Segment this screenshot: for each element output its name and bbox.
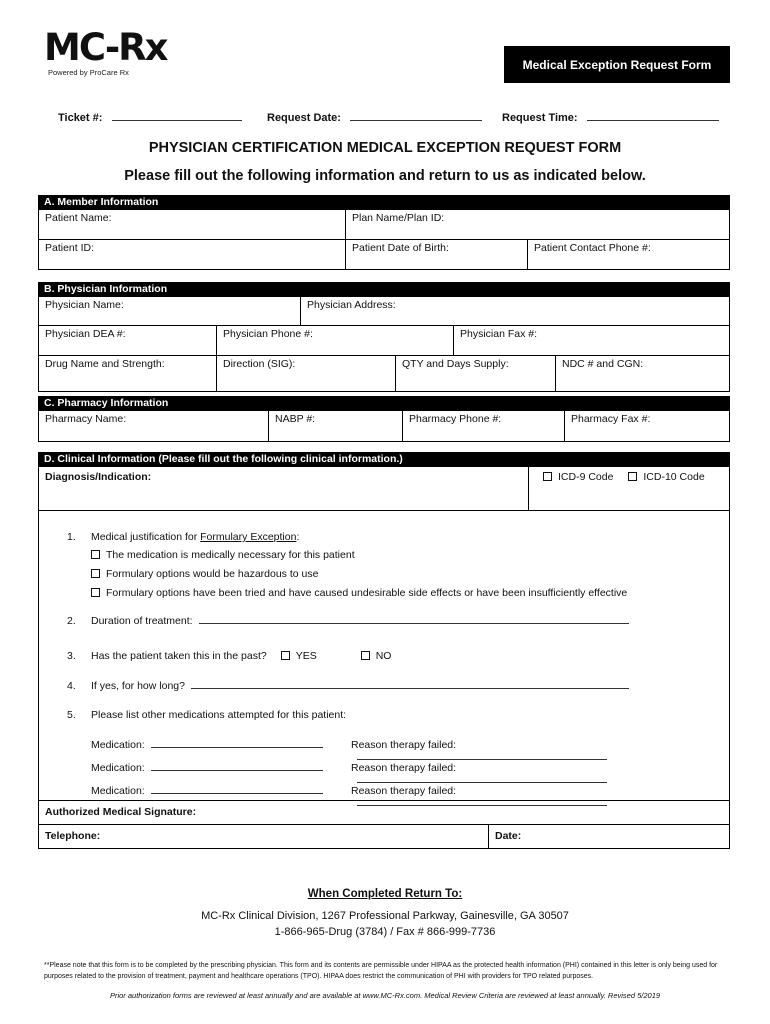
physician-name-field[interactable]: Physician Name:	[39, 297, 301, 325]
qty-days-supply-field[interactable]: QTY and Days Supply:	[396, 356, 556, 391]
q1-option-2-label: Formulary options would be hazardous to use	[106, 568, 319, 580]
patient-name-field[interactable]: Patient Name:	[39, 210, 346, 239]
section-d-header: D. Clinical Information (Please fill out the following clinical information.)	[38, 452, 730, 467]
question-4-text	[91, 680, 629, 692]
physician-phone-field[interactable]: Physician Phone #:	[217, 326, 454, 355]
plan-name-field[interactable]: Plan Name/Plan ID:	[352, 212, 445, 224]
ndc-cgn-field[interactable]: NDC # and CGN:	[562, 358, 644, 370]
logo-tagline: Powered by ProCare Rx	[48, 68, 129, 77]
yes-checkbox[interactable]	[281, 651, 290, 660]
ticket-field[interactable]	[58, 112, 242, 124]
icd-code-options	[529, 467, 729, 510]
q1-formulary-exception: Formulary Exception	[200, 531, 297, 543]
medication-blank[interactable]	[151, 770, 323, 771]
form-title-box: Medical Exception Request Form	[504, 46, 730, 83]
reason-field	[351, 762, 711, 786]
pharmacy-phone-field[interactable]: Pharmacy Phone #:	[403, 411, 565, 441]
authorized-signature-field[interactable]: Authorized Medical Signature:	[45, 806, 197, 818]
no-label: NO	[375, 650, 392, 662]
medication-label: Medication:	[91, 762, 145, 774]
duration-blank[interactable]	[199, 623, 629, 624]
request-time-blank[interactable]	[587, 120, 719, 121]
date-field[interactable]: Date:	[495, 830, 522, 842]
return-contact: 1-866-965-Drug (3784) / Fax # 866-999-7736	[274, 926, 496, 938]
question-number: 1.	[67, 531, 76, 543]
medication-row	[91, 762, 711, 774]
section-a-header: A. Member Information	[38, 195, 730, 210]
q1-option-1-checkbox[interactable]	[91, 550, 100, 559]
q1-option-3-checkbox[interactable]	[91, 588, 100, 597]
question-1-text	[91, 531, 299, 543]
diagnosis-field[interactable]: Diagnosis/Indication:	[39, 467, 529, 510]
question-number: 2.	[67, 615, 76, 627]
drug-name-field[interactable]: Drug Name and Strength:	[39, 356, 217, 391]
return-address: MC-Rx Clinical Division, 1267 Professional Parkway, Gainesville, GA 30507	[201, 910, 569, 922]
icd10-label: ICD-10 Code	[643, 471, 705, 483]
ticket-label: Ticket #:	[58, 112, 103, 124]
physician-fax-field[interactable]: Physician Fax #:	[460, 328, 538, 340]
patient-dob-field[interactable]: Patient Date of Birth:	[346, 240, 528, 269]
hipaa-note: **Please note that this form is to be completed by the prescribing physician. This form and its contents are permissible under HIPAA as the protected health information (PHI) contained in this letter is only being used for purposes related to the provision of treatment, payment and healthcare operations (TPO). HIPAA does restrict the communication of PHI with providers for TPO related purposes.	[44, 962, 718, 980]
ticket-blank[interactable]	[112, 120, 242, 121]
icd9-label: ICD-9 Code	[558, 471, 614, 483]
physician-address-field[interactable]: Physician Address:	[307, 299, 396, 311]
q1-text: Medical justification for	[91, 531, 201, 543]
medication-row	[91, 739, 711, 751]
request-form	[38, 195, 730, 849]
instruction-text: Please fill out the following information and return to us as indicated below.	[124, 168, 646, 184]
how-long-blank[interactable]	[191, 688, 629, 689]
physician-dea-field[interactable]: Physician DEA #:	[39, 326, 217, 355]
q1-option-1-label: The medication is medically necessary for this patient	[106, 549, 355, 561]
request-time-field[interactable]	[502, 112, 719, 124]
q1-option-3-label: Formulary options have been tried and have caused undesirable side effects or have been insufficiently effective	[106, 587, 628, 599]
section-b-header: B. Physician Information	[38, 282, 730, 297]
request-date-field[interactable]	[267, 112, 482, 124]
reason-blank[interactable]	[357, 805, 607, 806]
medication-blank[interactable]	[151, 793, 323, 794]
q1-option-1[interactable]	[91, 549, 355, 561]
pharmacy-fax-field[interactable]: Pharmacy Fax #:	[571, 413, 651, 425]
reason-blank[interactable]	[357, 759, 607, 760]
nabp-field[interactable]: NABP #:	[269, 411, 403, 441]
icd10-checkbox[interactable]	[628, 472, 637, 481]
logo-text: MC-Rx	[44, 26, 167, 69]
page-title: PHYSICIAN CERTIFICATION MEDICAL EXCEPTION REQUEST FORM	[148, 140, 622, 156]
q3-label: Has the patient taken this in the past?	[91, 650, 267, 662]
q1-colon: :	[296, 531, 300, 543]
reason-field	[351, 739, 711, 763]
return-to-heading: When Completed Return To:	[307, 888, 463, 900]
patient-contact-phone-field[interactable]: Patient Contact Phone #:	[534, 242, 651, 254]
no-checkbox[interactable]	[361, 651, 370, 660]
q4-label: If yes, for how long?	[91, 680, 185, 692]
patient-id-field[interactable]: Patient ID:	[39, 240, 346, 269]
request-date-blank[interactable]	[350, 120, 482, 121]
telephone-field[interactable]: Telephone:	[39, 825, 489, 848]
medication-row	[91, 785, 711, 797]
question-5-text: Please list other medications attempted for this patient:	[91, 709, 347, 721]
question-2-text	[91, 615, 629, 627]
q2-label: Duration of treatment:	[91, 615, 193, 627]
q1-option-3[interactable]	[91, 587, 627, 599]
question-3-text	[91, 650, 391, 662]
question-number: 3.	[67, 650, 76, 662]
reason-blank[interactable]	[357, 782, 607, 783]
yes-label: YES	[295, 650, 317, 662]
question-number: 5.	[67, 709, 76, 721]
request-date-label: Request Date:	[267, 112, 341, 124]
direction-sig-field[interactable]: Direction (SIG):	[217, 356, 396, 391]
mc-rx-logo	[44, 28, 184, 80]
revision-note: Prior authorization forms are reviewed at least annually and are available at www.MC-Rx.com. Medical Review Criteria are reviewed at least annually. Revised 5/2019	[109, 991, 661, 1000]
question-number: 4.	[67, 680, 76, 692]
q1-option-2-checkbox[interactable]	[91, 569, 100, 578]
clinical-questions	[38, 511, 730, 801]
medication-label: Medication:	[91, 785, 145, 797]
q1-option-2[interactable]	[91, 568, 318, 580]
medication-label: Medication:	[91, 739, 145, 751]
request-time-label: Request Time:	[502, 112, 578, 124]
icd9-checkbox[interactable]	[543, 472, 552, 481]
section-c-header: C. Pharmacy Information	[38, 396, 730, 411]
reason-label: Reason therapy failed:	[351, 785, 457, 797]
reason-field	[351, 785, 711, 809]
reason-label: Reason therapy failed:	[351, 762, 457, 774]
pharmacy-name-field[interactable]: Pharmacy Name:	[39, 411, 269, 441]
reason-label: Reason therapy failed:	[351, 739, 457, 751]
medication-blank[interactable]	[151, 747, 323, 748]
